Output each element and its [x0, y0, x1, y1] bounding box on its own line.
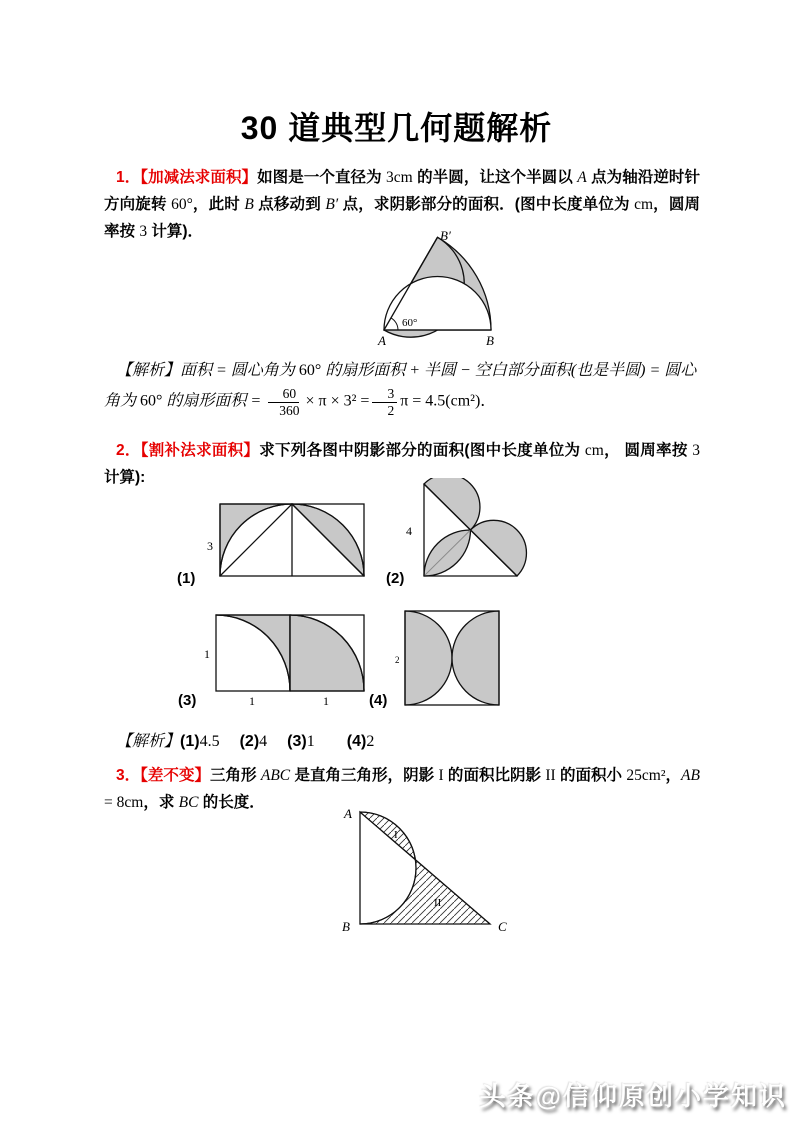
figure-2-4-square-semicircle — [393, 605, 507, 713]
left-semicircle-shaded — [405, 611, 452, 705]
left-corner-shaded — [216, 615, 290, 691]
analysis-1-text: 【解析】面积 = 圆心角为 60° 的扇形面积 + 半圆 − 空白部分面积(也是半圆) = 圆心角为 60° 的扇形面积 = $\frac{60}{360}$ × π × 3² = $\frac{3}{2}$ π = 4.5(cm²)． — [104, 362, 697, 418]
upper-segment-shaded — [424, 478, 480, 530]
figure-2-1-rect-semicircle — [200, 500, 370, 584]
point-a-label: A — [378, 333, 386, 348]
subfigure-4-tag: (4) — [369, 692, 388, 709]
region-2-label: II — [434, 897, 442, 909]
subfigure-1-tag: (1) — [177, 570, 196, 587]
figure-2-2-triangle-leaves — [394, 478, 528, 582]
problem-2-text: 2．【割补法求面积】求下列各图中阴影部分的面积(图中长度单位为 cm， 圆周率按 3 计算): — [104, 442, 700, 486]
page-title: 30 道典型几何题解析 — [240, 110, 553, 146]
figure-problem3-right-triangle — [328, 804, 533, 944]
side-length-label: 3 — [207, 539, 213, 553]
angle-label: 60° — [402, 317, 418, 329]
lower-right-segment-shaded — [471, 520, 527, 576]
region-1-label: I — [394, 829, 398, 841]
subfigure-2-tag: (2) — [386, 570, 405, 587]
problem-3-text: 3．【差不变】三角形 ABC 是直角三角形，阴影 I 的面积比阴影 II 的面积小 25cm²，AB = 8cm，求 BC 的长度． — [104, 767, 700, 811]
side-length-label: 4 — [406, 524, 412, 538]
point-c-label: C — [498, 919, 507, 934]
figure-2-3-two-squares — [198, 611, 370, 707]
base-left-label: 1 — [249, 694, 255, 707]
base-right-label: 1 — [323, 694, 329, 707]
figure-problem1-rotated-semicircle — [326, 224, 521, 352]
watermark-text: 头条@信仰原创小学知识 — [479, 1081, 787, 1111]
problem-1-text: 1．【加减法求面积】如图是一个直径为 3cm 的半圆，让这个半圆以 A 点为轴沿逆时针方向旋转 60°，此时 B 点移动到 B′ 点，求阴影部分的面积．(图中长度单位为 cm，圆周率按 3 计算)． — [104, 169, 700, 240]
right-quarter-disk-shaded — [290, 615, 364, 691]
side-length-label: 2 — [395, 655, 400, 665]
point-b-label: B — [486, 333, 494, 348]
point-b-label: B — [342, 919, 350, 934]
point-a-label: A — [344, 806, 352, 821]
right-trumpet-shaded — [452, 611, 499, 705]
point-b-prime-label: B′ — [440, 228, 451, 243]
analysis-2-text: 【解析】(1)4.5 (2)4 (3)1 (4)2 — [116, 733, 375, 750]
subfigure-3-tag: (3) — [178, 692, 197, 709]
region-2-hatched — [360, 860, 490, 924]
side-length-label: 1 — [204, 647, 210, 661]
